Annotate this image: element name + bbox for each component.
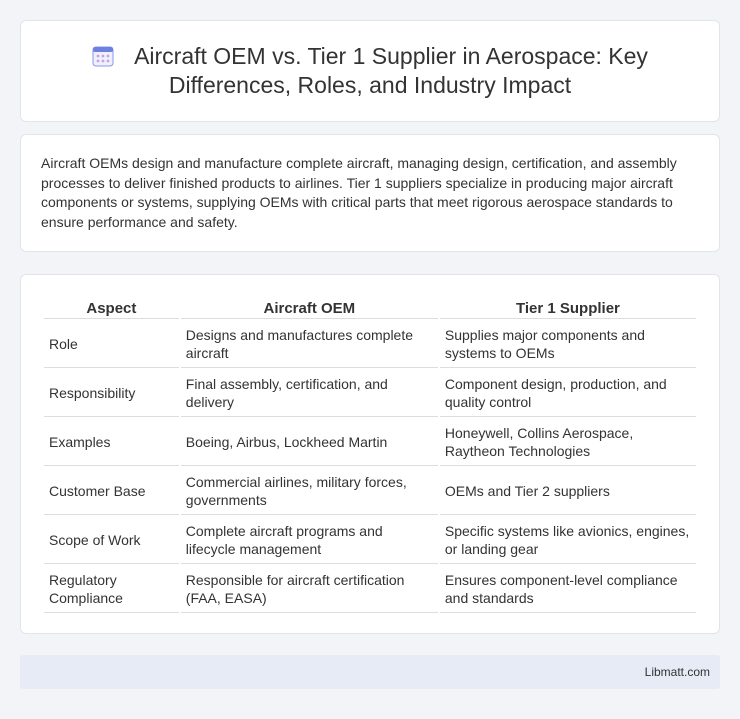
cell-supplier: Supplies major components and systems to OEMs: [440, 321, 696, 368]
intro-card: [20, 134, 720, 252]
table-row: [44, 517, 696, 564]
table-header-row: [44, 297, 696, 319]
table-row: [44, 419, 696, 466]
header-aircraft-oem: Aircraft OEM: [181, 297, 438, 319]
table-row: [44, 468, 696, 515]
cell-aspect: Responsibility: [44, 370, 179, 417]
title-card: [20, 20, 720, 122]
cell-oem: Designs and manufactures complete aircraft: [181, 321, 438, 368]
header-aspect: Aspect: [44, 297, 179, 319]
cell-oem: Complete aircraft programs and lifecycle management: [181, 517, 438, 564]
table-row: [44, 566, 696, 613]
comparison-table: [42, 295, 698, 615]
footer: [20, 655, 720, 689]
cell-supplier: Specific systems like avionics, engines, or landing gear: [440, 517, 696, 564]
table-row: [44, 370, 696, 417]
calendar-icon: [92, 45, 114, 67]
cell-aspect: Role: [44, 321, 179, 368]
page-title: [51, 42, 689, 100]
cell-aspect: Regulatory Compliance: [44, 566, 179, 613]
cell-oem: Final assembly, certification, and delivery: [181, 370, 438, 417]
cell-oem: Commercial airlines, military forces, governments: [181, 468, 438, 515]
table-row: [44, 321, 696, 368]
comparison-card: [20, 274, 720, 634]
cell-oem: Responsible for aircraft certification (FAA, EASA): [181, 566, 438, 613]
cell-oem: Boeing, Airbus, Lockheed Martin: [181, 419, 438, 466]
cell-aspect: Scope of Work: [44, 517, 179, 564]
cell-supplier: Component design, production, and quality control: [440, 370, 696, 417]
cell-supplier: OEMs and Tier 2 suppliers: [440, 468, 696, 515]
intro-paragraph: Aircraft OEMs design and manufacture complete aircraft, managing design, certification, and assembly processes to deliver finished products to airlines. Tier 1 suppliers specialize in producing major aircraft components or systems, supplying OEMs with critical parts that meet rigorous aerospace standards to ensure performance and safety.: [41, 155, 677, 230]
cell-supplier: Ensures component-level compliance and standards: [440, 566, 696, 613]
cell-aspect: Customer Base: [44, 468, 179, 515]
header-tier1-supplier: Tier 1 Supplier: [440, 297, 696, 319]
page-title-text: Aircraft OEM vs. Tier 1 Supplier in Aerospace: Key Differences, Roles, and Industry Impact: [134, 43, 648, 98]
cell-aspect: Examples: [44, 419, 179, 466]
cell-supplier: Honeywell, Collins Aerospace, Raytheon Technologies: [440, 419, 696, 466]
footer-brand-link[interactable]: Libmatt.com: [644, 665, 710, 679]
